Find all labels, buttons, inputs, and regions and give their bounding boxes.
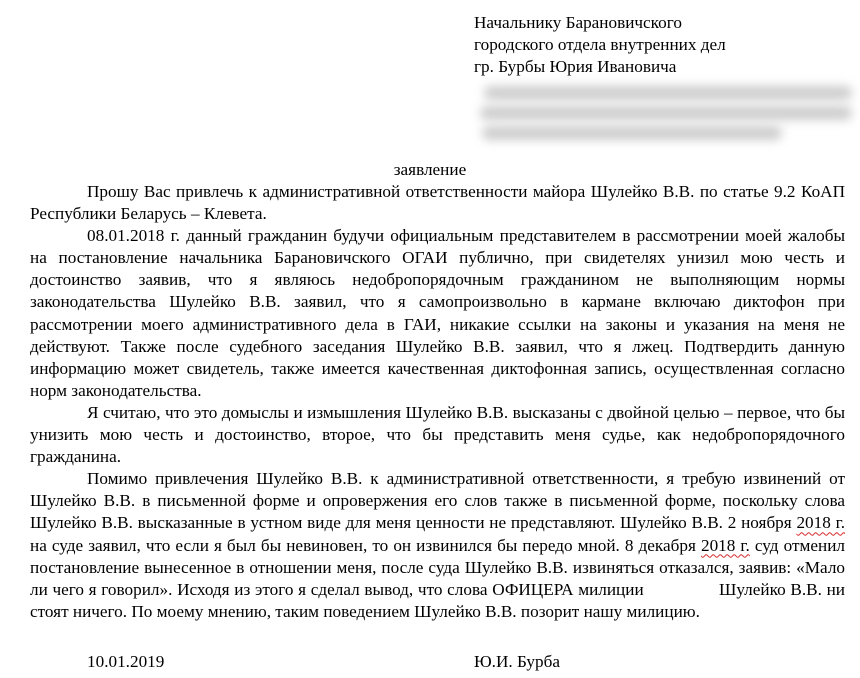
paragraph-4-text-c: на суде заявил, что если я был бы невиновен, то он извинился бы передо мной. 8 декабря (30, 513, 850, 555)
addressee-line-3: гр. Бурбы Юрия Ивановича (474, 57, 677, 76)
paragraph-4 (30, 468, 850, 623)
document-title: заявление (393, 160, 467, 179)
spellcheck-underline: 2018 г. (796, 513, 845, 533)
addressee-block (474, 12, 726, 78)
addressee-line-2: городского отдела внутренних дел (474, 35, 726, 54)
paragraph-2: 08.01.2018 г. данный гражданин будучи официальным представителем в рассмотрении моей жалобы на постановление начальника Барановичского ОГАИ публично, при свидетелях унизил мою честь и достоинство заявив, что я являюсь недобропорядочным гражданином не выполняющим нормы законодательства Шулейко В.В. заявил, что я самопроизвольно в кармане включаю диктофон при рассмотрении моего административного дела в ГАИ, никакие ссылки на законы и указания на меня не действуют. Также после судебного заседания Шулейко В.В. заявил, что я лжец. Подтвердить данную информацию может свидетель, также имеется качественная диктофонная запись, осуществленная согласно норм законодательства. (30, 226, 845, 400)
document-date: 10.01.2019 (87, 652, 165, 671)
redacted-address-block (478, 82, 858, 146)
signature: Ю.И. Бурба (474, 652, 560, 671)
spellcheck-underline: 2018 г. (700, 535, 750, 555)
document-body (30, 181, 850, 623)
paragraph-3: Я считаю, что это домыслы и измышления Шулейко В.В. высказаны с двойной целью – первое, что бы унизить мою честь и достоинство, второе, что бы представить меня судье, как недобропорядочного гражданина. (30, 402, 845, 467)
paragraph-4-text-a: Помимо привлечения Шулейко В.В. к административной ответственности, я требую извинений от Шулейко В.В. в письменной форме и опровержения его слов также в письменной форме, поскольку слова Шулейко В.В. высказанные в устном виде для меня ценности не представляют. Шулейко В.В. 2 ноября (30, 469, 850, 533)
paragraph-4-text-e: суд отменил постановление вынесенное в отношении меня, после суда Шулейко В.В. извиняться отказался, заявив: «Мало ли чего я говорил». Исходя из этого я сделал вывод, что слова ОФИЦЕРА милиции Шулейко В.В. ни стоят ничего. По моему мнению, таким поведением Шулейко В.В. позорит нашу милицию. (30, 535, 850, 621)
addressee-line-1: Начальнику Барановичского (474, 13, 682, 32)
paragraph-1: Прошу Вас привлечь к административной ответственности майора Шулейко В.В. по статье 9.2 КоАП Республики Беларусь – Клевета. (30, 182, 845, 224)
